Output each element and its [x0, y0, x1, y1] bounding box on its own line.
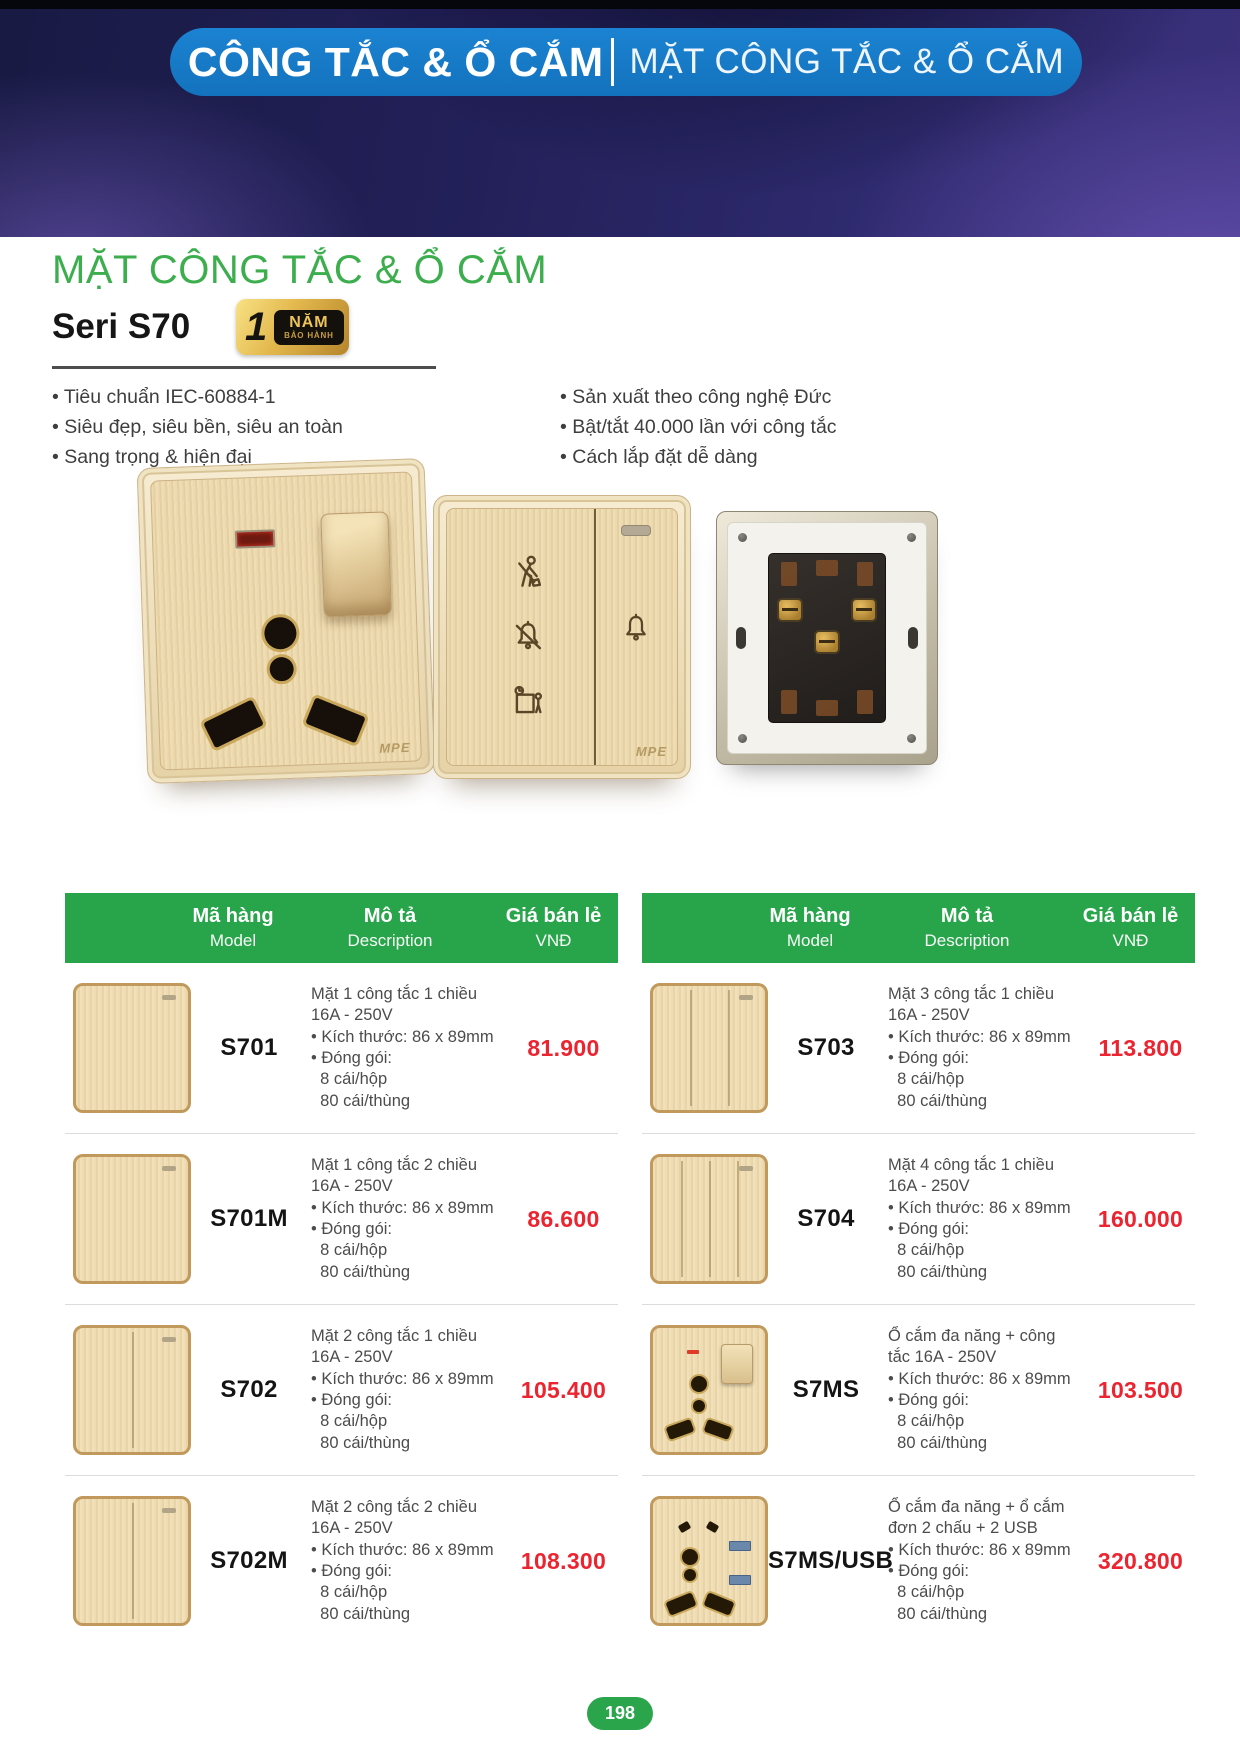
description-line: 80 cái/thùng — [888, 1433, 988, 1452]
product-description — [307, 984, 509, 1113]
socket-round-holes — [260, 617, 302, 682]
brand-logo: MPE — [379, 739, 411, 756]
rocker-switch — [320, 511, 392, 617]
indicator-dot — [162, 1508, 176, 1513]
description-line: 80 cái/thùng — [888, 1604, 988, 1623]
copper-contact — [857, 562, 873, 586]
product-thumbnail-rocker-1 — [73, 1154, 191, 1284]
brand-logo: MPE — [635, 744, 667, 759]
product-thumbnail-rocker-4 — [650, 1154, 768, 1284]
product-thumbnail-rocker-2 — [73, 1496, 191, 1626]
indicator-dot — [739, 995, 753, 1000]
screw-icon — [738, 533, 747, 542]
description-line: • Đóng gói: — [311, 1049, 392, 1067]
header-banner — [0, 0, 1240, 237]
table-row — [65, 1475, 618, 1646]
screw-icon — [738, 734, 747, 743]
hotel-panel-right — [596, 509, 677, 765]
description-line: 80 cái/thùng — [888, 1091, 988, 1110]
description-line: • Đóng gói: — [888, 1562, 969, 1580]
table-header — [65, 893, 618, 963]
series-row — [52, 301, 1192, 353]
header-price: Giá bán lẻ VNĐ — [1082, 905, 1179, 950]
indicator-dot — [162, 995, 176, 1000]
product-tables — [65, 893, 1195, 1646]
description-line: • Kích thước: 86 x 89mm — [311, 1198, 494, 1217]
table-body — [65, 963, 618, 1646]
description-line: 80 cái/thùng — [311, 1433, 411, 1452]
table-row — [65, 1133, 618, 1304]
rocker-divider — [132, 1503, 134, 1619]
table-row — [65, 963, 618, 1133]
product-thumbnail-rocker-3 — [650, 983, 768, 1113]
photo-switch-back-view — [716, 511, 938, 765]
header-model: Mã hàng Model — [192, 905, 274, 950]
socket-round-holes — [689, 1376, 709, 1412]
product-price: 105.400 — [520, 1376, 607, 1403]
description-line: Mặt 3 công tắc 1 chiều — [888, 984, 1055, 1003]
description-line: • Kích thước: 86 x 89mm — [888, 1027, 1071, 1046]
indicator-dot — [162, 1166, 176, 1171]
page-title: MẶT CÔNG TẮC & Ổ CẮM — [52, 248, 548, 292]
description-line: tắc 16A - 250V — [888, 1348, 997, 1367]
terminal-screw — [779, 600, 801, 620]
usb-port — [729, 1575, 751, 1585]
product-price: 320.800 — [1097, 1547, 1184, 1574]
indicator-led — [687, 1350, 699, 1354]
rocker-divider — [709, 1161, 711, 1277]
indicator-lens — [621, 525, 651, 536]
description-line: 8 cái/hộp — [888, 1412, 965, 1431]
rocker-divider — [681, 1161, 683, 1277]
product-description — [884, 1155, 1086, 1284]
feature-item: • Tiêu chuẩn IEC-60884-1 — [52, 384, 560, 411]
indicator-dot — [162, 1337, 176, 1342]
description-line: 8 cái/hộp — [888, 1241, 965, 1260]
product-model: S702 — [220, 1376, 278, 1403]
product-model: S703 — [797, 1034, 855, 1061]
description-line: Ổ cắm đa năng + công — [888, 1326, 1056, 1345]
terminal-screw — [816, 632, 838, 652]
description-line: 80 cái/thùng — [311, 1262, 411, 1281]
description-line: 16A - 250V — [311, 1348, 393, 1367]
socket-slot-left — [666, 1419, 695, 1440]
warranty-label: BẢO HÀNH — [284, 330, 334, 340]
feature-item: • Siêu đẹp, siêu bền, siêu an toàn — [52, 414, 560, 441]
table-row — [642, 1133, 1195, 1304]
description-line: 16A - 250V — [311, 1006, 393, 1025]
doorbell-icon — [618, 611, 654, 647]
copper-contact — [781, 562, 797, 586]
divider-line — [52, 366, 436, 369]
product-price: 108.300 — [520, 1547, 607, 1574]
table-row — [642, 1475, 1195, 1646]
description-line: • Kích thước: 86 x 89mm — [311, 1540, 494, 1559]
banner-title-secondary: MẶT CÔNG TẮC & Ổ CẮM — [629, 42, 1065, 81]
description-line: • Đóng gói: — [311, 1562, 392, 1580]
product-model: S7MS — [792, 1376, 860, 1403]
description-line: • Đóng gói: — [888, 1049, 969, 1067]
socket-slot-right — [301, 693, 369, 747]
product-description — [307, 1155, 509, 1284]
photo-hotel-service-panel — [433, 495, 691, 779]
description-line: • Đóng gói: — [888, 1391, 969, 1409]
table-header — [642, 893, 1195, 963]
feature-item: • Bật/tắt 40.000 lần với công tắc — [560, 414, 837, 441]
description-line: Mặt 2 công tắc 2 chiều — [311, 1497, 478, 1516]
socket-pin-left — [678, 1521, 692, 1533]
description-line: đơn 2 chấu + 2 USB — [888, 1519, 1038, 1538]
socket-slot-left — [199, 695, 268, 752]
plate-face — [150, 472, 422, 771]
product-thumbnail-rocker-2 — [73, 1325, 191, 1455]
description-line: 8 cái/hộp — [311, 1583, 388, 1602]
table-row — [65, 1304, 618, 1475]
copper-contact — [816, 700, 838, 716]
product-model: S702M — [210, 1547, 288, 1574]
description-line: 8 cái/hộp — [888, 1070, 965, 1089]
description-line: 16A - 250V — [888, 1006, 970, 1025]
plate-face — [446, 508, 678, 766]
hotel-icons — [509, 554, 547, 720]
warranty-years: 1 — [245, 305, 268, 349]
product-description — [884, 1326, 1086, 1455]
description-line: • Kích thước: 86 x 89mm — [311, 1369, 494, 1388]
rocker-divider — [737, 1161, 739, 1277]
product-description — [307, 1497, 509, 1626]
hotel-panel-left — [447, 509, 596, 765]
product-price: 86.600 — [527, 1205, 600, 1232]
description-line: 8 cái/hộp — [888, 1583, 965, 1602]
description-line: • Kích thước: 86 x 89mm — [888, 1369, 1071, 1388]
product-description — [884, 984, 1086, 1113]
warranty-unit: NĂM — [289, 313, 329, 331]
series-title: Seri S70 — [52, 307, 191, 346]
description-line: 80 cái/thùng — [311, 1091, 411, 1110]
mounting-slot-left — [736, 627, 746, 649]
table-body — [642, 963, 1195, 1646]
header-model: Mã hàng Model — [769, 905, 851, 950]
feature-item: • Cách lắp đặt dễ dàng — [560, 444, 837, 471]
description-line: 80 cái/thùng — [311, 1604, 411, 1623]
switch-mechanism — [768, 553, 886, 723]
product-model: S701 — [220, 1034, 278, 1061]
table-row — [642, 1304, 1195, 1475]
description-line: 8 cái/hộp — [311, 1241, 388, 1260]
table-row — [642, 963, 1195, 1133]
product-description — [307, 1326, 509, 1455]
intro-section — [52, 248, 1192, 474]
mini-rocker — [721, 1344, 753, 1384]
feature-item: • Sản xuất theo công nghệ Đức — [560, 384, 837, 411]
product-model: S7MS/USB — [768, 1547, 894, 1574]
socket-round-holes — [681, 1549, 699, 1581]
screw-icon — [907, 533, 916, 542]
description-line: Mặt 4 công tắc 1 chiều — [888, 1155, 1055, 1174]
housekeeping-icon — [509, 554, 547, 592]
warranty-badge-box — [274, 310, 344, 345]
screw-icon — [907, 734, 916, 743]
usb-port — [729, 1541, 751, 1551]
product-table-left — [65, 893, 618, 1646]
banner-title-pill — [170, 28, 1082, 96]
terminal-screw — [853, 600, 875, 620]
description-line: 80 cái/thùng — [888, 1262, 988, 1281]
description-line: Ổ cắm đa năng + ổ cắm — [888, 1497, 1065, 1516]
description-line: • Kích thước: 86 x 89mm — [311, 1027, 494, 1046]
rocker-divider — [690, 990, 692, 1106]
socket-slot-right — [703, 1592, 734, 1615]
socket-slot-left — [665, 1592, 696, 1615]
description-line: 16A - 250V — [888, 1177, 970, 1196]
product-price: 160.000 — [1097, 1205, 1184, 1232]
copper-contact — [781, 690, 797, 714]
product-price: 81.900 — [527, 1034, 600, 1061]
description-line: Mặt 2 công tắc 1 chiều — [311, 1326, 478, 1345]
product-model: S701M — [210, 1205, 288, 1232]
product-thumbnail-socket-usb — [650, 1496, 768, 1626]
indicator-window — [235, 529, 276, 548]
indicator-dot — [739, 1166, 753, 1171]
header-price: Giá bán lẻ VNĐ — [505, 905, 602, 950]
description-line: • Đóng gói: — [311, 1220, 392, 1238]
banner-title-primary: CÔNG TẮC & Ổ CẮM — [187, 38, 604, 85]
description-line: Mặt 1 công tắc 1 chiều — [311, 984, 478, 1003]
mounting-plate — [727, 522, 927, 754]
product-description — [884, 1497, 1086, 1626]
description-line: 16A - 250V — [311, 1177, 393, 1196]
feature-item: • Sang trọng & hiện đại — [52, 444, 560, 471]
product-model: S704 — [797, 1205, 855, 1232]
description-line: • Đóng gói: — [888, 1220, 969, 1238]
rocker-divider — [728, 990, 730, 1106]
warranty-badge — [236, 299, 349, 355]
product-price: 103.500 — [1097, 1376, 1184, 1403]
description-line: • Kích thước: 86 x 89mm — [888, 1540, 1071, 1559]
header-description: Mô tả Description — [924, 905, 1010, 950]
description-line: 8 cái/hộp — [311, 1070, 388, 1089]
socket-pin-right — [706, 1521, 720, 1533]
product-price: 113.800 — [1098, 1034, 1183, 1061]
description-line: Mặt 1 công tắc 2 chiều — [311, 1155, 478, 1174]
product-table-right — [642, 893, 1195, 1646]
description-line: 16A - 250V — [311, 1519, 393, 1538]
description-line: • Đóng gói: — [311, 1391, 392, 1409]
page-number-badge: 198 — [587, 1697, 653, 1730]
product-thumbnail-rocker-1 — [73, 983, 191, 1113]
socket-slot-right — [704, 1419, 733, 1440]
copper-contact — [857, 690, 873, 714]
product-photos — [0, 455, 1240, 805]
banner-divider — [611, 38, 614, 86]
rocker-divider — [132, 1332, 134, 1448]
description-line: • Kích thước: 86 x 89mm — [888, 1198, 1071, 1217]
description-line: 8 cái/hộp — [311, 1412, 388, 1431]
do-not-disturb-icon — [509, 618, 547, 656]
mounting-slot-right — [908, 627, 918, 649]
header-description: Mô tả Description — [347, 905, 433, 950]
laundry-icon — [509, 682, 547, 720]
product-thumbnail-socket-switch — [650, 1325, 768, 1455]
photo-socket-with-switch — [137, 458, 436, 784]
copper-contact — [816, 560, 838, 576]
